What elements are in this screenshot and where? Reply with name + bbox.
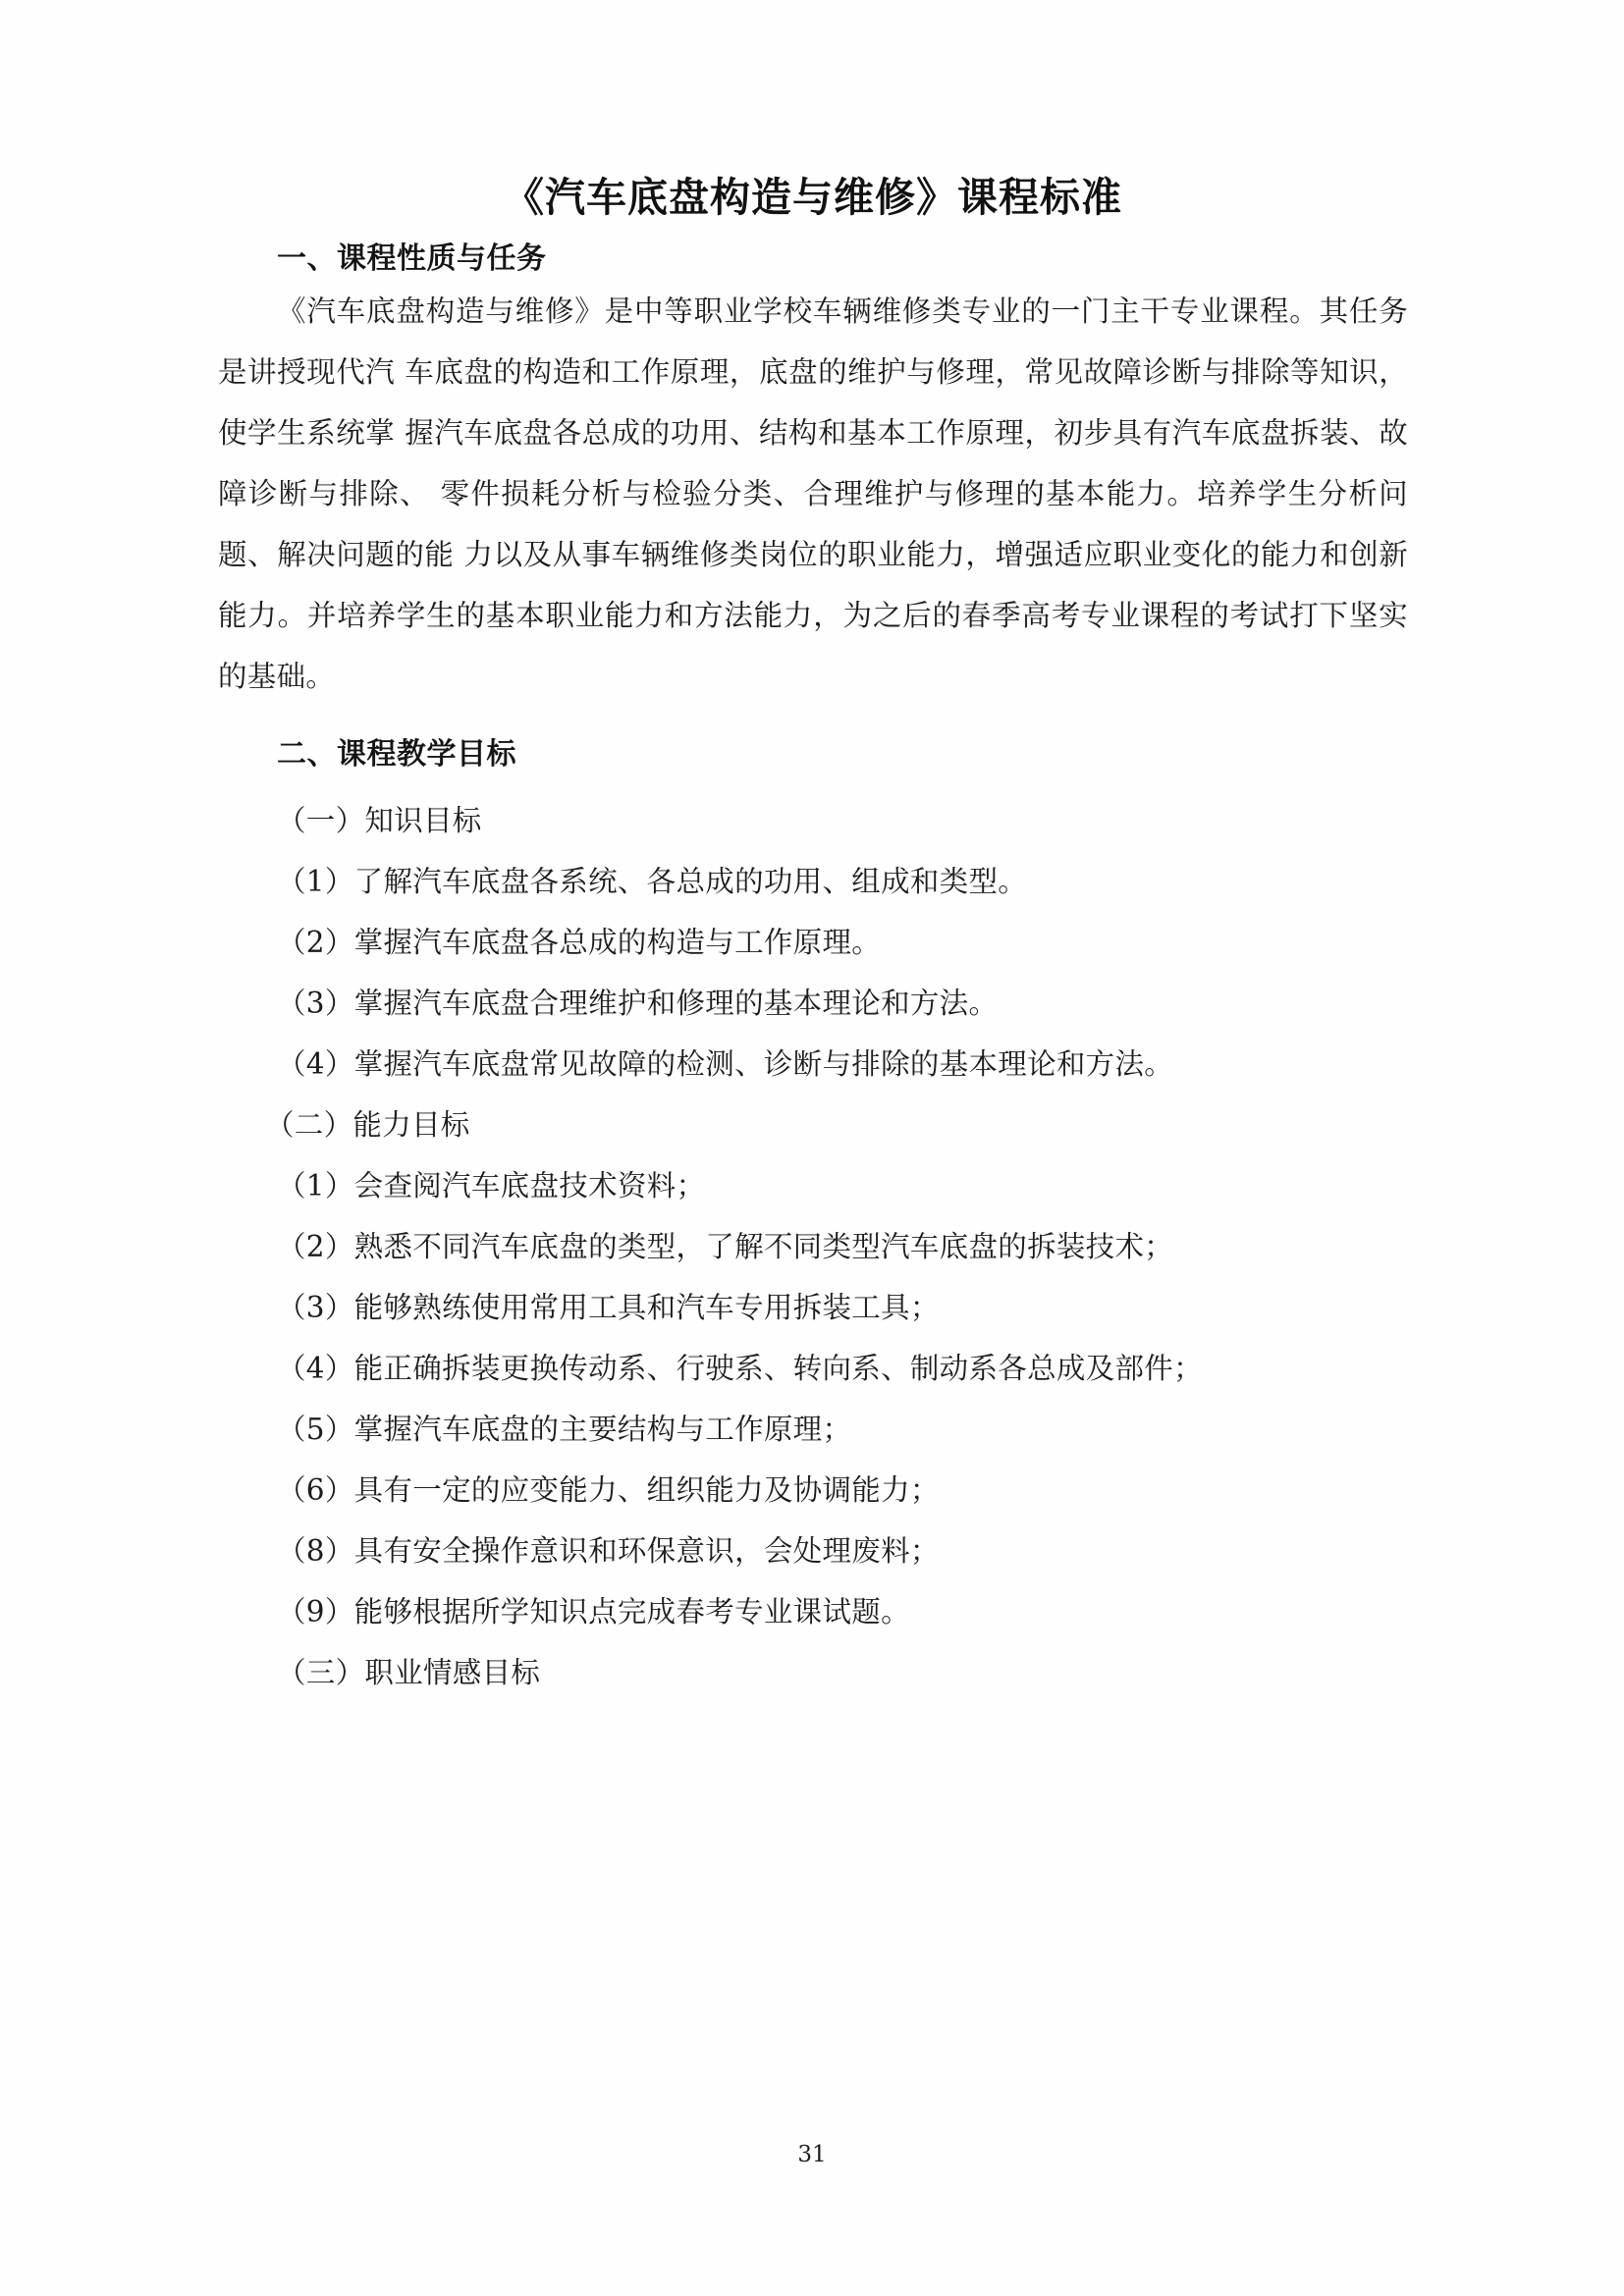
list-item: （1）了解汽车底盘各系统、各总成的功用、组成和类型。	[277, 865, 1028, 899]
spacer	[218, 776, 1408, 790]
section-paragraph-course-nature: 《汽车底盘构造与维修》是中等职业学校车辆维修类专业的一门主干专业课程。其任务是讲授现代汽 车底盘的构造和工作原理，底盘的维护与修理，常见故障诊断与排除等知识，使学生系统掌 握汽车底盘各总成的功用、结构和基本工作原理，初步具有汽车底盘拆装、故障诊断与排除、 零件损耗分析与检验分类、合理维护与修理的基本能力。培养学生分析问题、解决问题的能 力以及从事车辆维修类岗位的职业能力，增强适应职业变化的能力和创新能力。并培养学生的基本职业能力和方法能力，为之后的春季高考专业课程的考试打下坚实的基础。	[218, 294, 1408, 694]
list-item: （5）掌握汽车底盘的主要结构与工作原理；	[277, 1413, 852, 1447]
subsection-label-knowledge-goals: （一）知识目标	[277, 804, 482, 838]
section-heading-teaching-goals: 二、课程教学目标	[277, 737, 516, 773]
document-content	[218, 0, 1408, 1703]
list-item: （4）掌握汽车底盘常见故障的检测、诊断与排除的基本理论和方法。	[277, 1047, 1174, 1082]
page-number: 31	[797, 2142, 827, 2167]
page-title: 《汽车底盘构造与维修》课程标准	[504, 174, 1122, 221]
spacer	[218, 223, 1408, 237]
list-item: （2）掌握汽车底盘各总成的构造与工作原理。	[277, 926, 882, 960]
list-item: （1）会查阅汽车底盘技术资料；	[277, 1169, 706, 1203]
list-item: （3）掌握汽车底盘合理维护和修理的基本理论和方法。	[277, 987, 999, 1021]
list-item: （3）能够熟练使用常用工具和汽车专用拆装工具；	[277, 1291, 940, 1325]
list-item: （4）能正确拆装更换传动系、行驶系、转向系、制动系各总成及部件；	[277, 1352, 1203, 1386]
subsection-label-professional-attitude-goals: （三）职业情感目标	[277, 1656, 541, 1690]
list-item: （9）能够根据所学知识点完成春考专业课试题。	[277, 1595, 910, 1629]
spacer	[218, 707, 1408, 732]
section-heading-course-nature: 一、课程性质与任务	[277, 241, 547, 277]
list-item: （2）熟悉不同汽车底盘的类型，了解不同类型汽车底盘的拆装技术；	[277, 1230, 1174, 1264]
list-item: （6）具有一定的应变能力、组织能力及协调能力；	[277, 1473, 940, 1508]
subsection-label-ability-goals: （二）能力目标	[265, 1108, 470, 1143]
list-item: （8）具有安全操作意识和环保意识，会处理废料；	[277, 1534, 940, 1569]
